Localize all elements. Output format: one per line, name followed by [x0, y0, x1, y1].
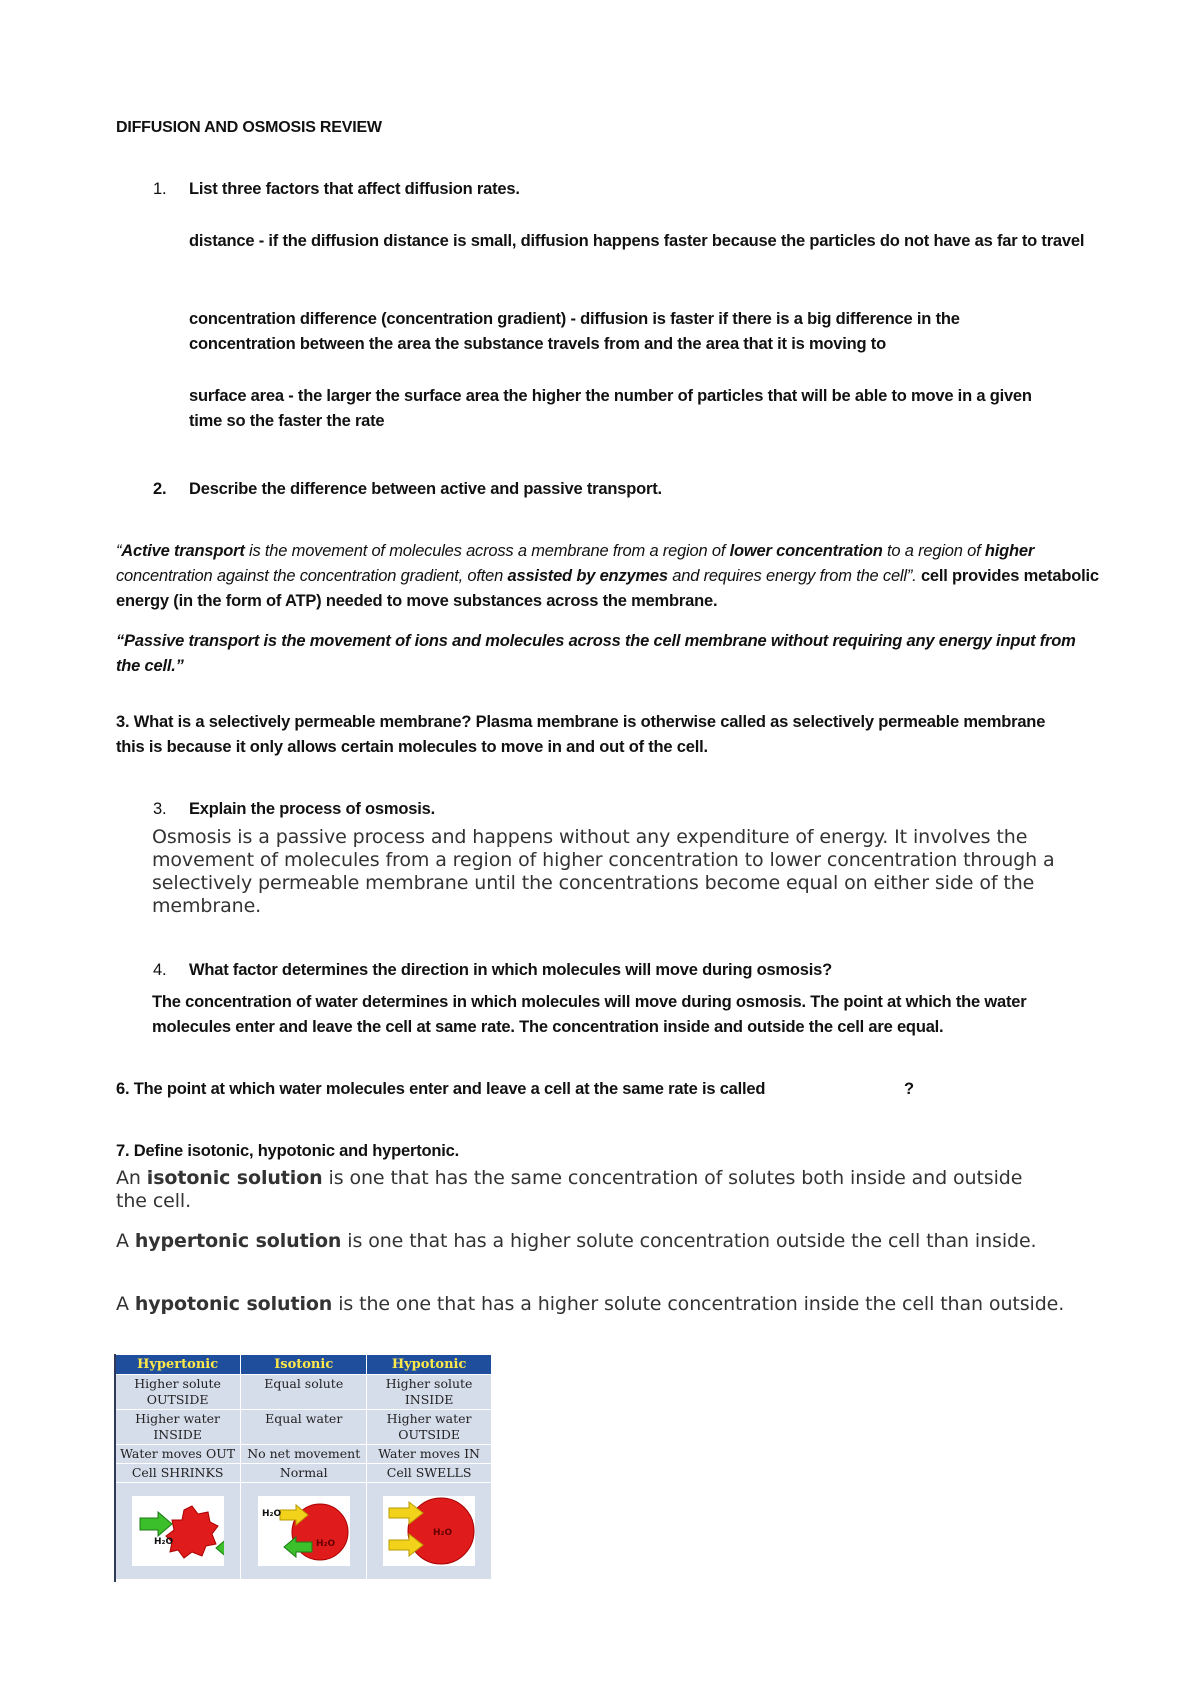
- q4-question: Explain the process of osmosis.: [189, 800, 435, 818]
- table-row: [115, 1464, 492, 1483]
- active-transport-term: Active transport: [121, 542, 245, 560]
- q7-question: 7. Define isotonic, hypotonic and hypertonic.: [116, 1142, 460, 1160]
- table-cell: Equal solute: [241, 1375, 367, 1410]
- active-quote-open: “: [116, 542, 122, 560]
- hypotonic-rest: is the one that has a higher solute concentration inside the cell than outside.: [332, 1293, 1065, 1315]
- table-header-row: [115, 1355, 492, 1375]
- active-text-4: and requires energy from the cell”.: [667, 567, 921, 585]
- table-row: [115, 1410, 492, 1445]
- isotonic-pre: An: [116, 1167, 147, 1189]
- water-label: H₂O: [433, 1528, 453, 1538]
- active-transport-definition: [116, 539, 1106, 614]
- hypotonic-cell-image: [367, 1483, 492, 1580]
- isotonic-rest: is one that has the same concentration of solutes both inside and outside the cell.: [116, 1167, 1023, 1212]
- swollen-cell-illustration: [383, 1496, 475, 1566]
- tonicity-table: [114, 1354, 492, 1580]
- table-cell: Water moves IN: [367, 1445, 492, 1464]
- q1-number: 1.: [153, 180, 167, 198]
- hypotonic-definition: [116, 1293, 1066, 1316]
- q5-answer: The concentration of water determines in which molecules will move during osmosis. The point at which the water molecules enter and leave the cell at same rate. The concentration inside and outside the cell are equal.: [152, 993, 1027, 1036]
- q2-number: 2.: [153, 480, 167, 498]
- q1-answer-concentration: concentration difference (concentration gradient) - diffusion is faster if there is a big difference in the concentration between the area the substance travels from and the area that it is moving to: [189, 310, 960, 353]
- table-cell: Higher solute OUTSIDE: [115, 1375, 241, 1410]
- hypertonic-term: hypertonic solution: [134, 1230, 342, 1252]
- q5-number: 4.: [153, 961, 167, 979]
- table-cell: Higher water OUTSIDE: [367, 1410, 492, 1445]
- table-cell: Normal: [241, 1464, 367, 1483]
- water-label: H₂O: [315, 1539, 335, 1549]
- q6-question: 6. The point at which water molecules enter and leave a cell at the same rate is called: [116, 1080, 766, 1098]
- hypotonic-term: hypotonic solution: [134, 1293, 333, 1315]
- q4-answer-osmosis: Osmosis is a passive process and happens without any expenditure of energy. It involves the movement of molecules from a region of higher concentration to lower concentration through a selectively permeable membrane until the concentrations become equal on either side of the membrane.: [152, 826, 1055, 917]
- header-hypertonic: Hypertonic: [115, 1355, 241, 1375]
- q2-question: Describe the difference between active and passive transport.: [189, 480, 662, 498]
- header-isotonic: Isotonic: [241, 1355, 367, 1375]
- table-cell: Cell SWELLS: [367, 1464, 492, 1483]
- active-assisted-by-enzymes: assisted by enzymes: [507, 567, 668, 585]
- table-image-row: [115, 1483, 492, 1580]
- hypotonic-pre: A: [116, 1293, 135, 1315]
- document-title: DIFFUSION AND OSMOSIS REVIEW: [116, 119, 382, 136]
- table-cell: Higher solute INSIDE: [367, 1375, 492, 1410]
- isotonic-term: isotonic solution: [146, 1167, 323, 1189]
- active-bold-tail: cell provides metabolic energy (in the form of ATP) needed to move substances across the membrane.: [116, 567, 1099, 610]
- hypertonic-definition: [116, 1230, 1046, 1253]
- table-cell: Cell SHRINKS: [115, 1464, 241, 1483]
- shrunken-cell-illustration: [132, 1496, 224, 1566]
- q5-question: What factor determines the direction in which molecules will move during osmosis?: [189, 961, 833, 979]
- q1-answer-surface-area: surface area - the larger the surface area the higher the number of particles that will be able to move in a given time so the faster the rate: [189, 387, 1032, 430]
- table-left-border: [114, 1354, 116, 1582]
- active-text-2: to a region of: [882, 542, 985, 560]
- water-label: H₂O: [153, 1537, 173, 1547]
- isotonic-definition: [116, 1167, 1046, 1213]
- q1-question: List three factors that affect diffusion rates.: [189, 180, 520, 198]
- water-label: H₂O: [261, 1509, 281, 1519]
- active-text-3: concentration against the concentration gradient, often: [116, 567, 508, 585]
- active-lower-concentration: lower concentration: [729, 542, 883, 560]
- table-row: [115, 1375, 492, 1410]
- header-hypotonic: Hypotonic: [367, 1355, 492, 1375]
- table-cell: Equal water: [241, 1410, 367, 1445]
- table-cell: Water moves OUT: [115, 1445, 241, 1464]
- passive-transport-definition: “Passive transport is the movement of ions and molecules across the cell membrane without requiring any energy input from the cell.”: [116, 632, 1076, 675]
- q4-number: 3.: [153, 800, 167, 818]
- hypertonic-rest: is one that has a higher solute concentration outside the cell than inside.: [341, 1230, 1037, 1252]
- hypertonic-pre: A: [116, 1230, 135, 1252]
- active-higher: higher: [984, 542, 1035, 560]
- hypertonic-cell-image: [115, 1483, 241, 1580]
- table-row: [115, 1445, 492, 1464]
- q1-answer-distance: distance - if the diffusion distance is small, diffusion happens faster because the particles do not have as far to travel: [189, 232, 1085, 250]
- table-cell: Higher water INSIDE: [115, 1410, 241, 1445]
- table-cell: No net movement: [241, 1445, 367, 1464]
- normal-cell-illustration: [258, 1496, 350, 1566]
- isotonic-cell-image: [241, 1483, 367, 1580]
- active-text-1: is the movement of molecules across a membrane from a region of: [244, 542, 730, 560]
- q3-selectively-permeable: 3. What is a selectively permeable membrane? Plasma membrane is otherwise called as selectively permeable membrane this is because it only allows certain molecules to move in and out of the cell.: [116, 713, 1046, 756]
- q6-blank-question-mark: ?: [904, 1080, 914, 1098]
